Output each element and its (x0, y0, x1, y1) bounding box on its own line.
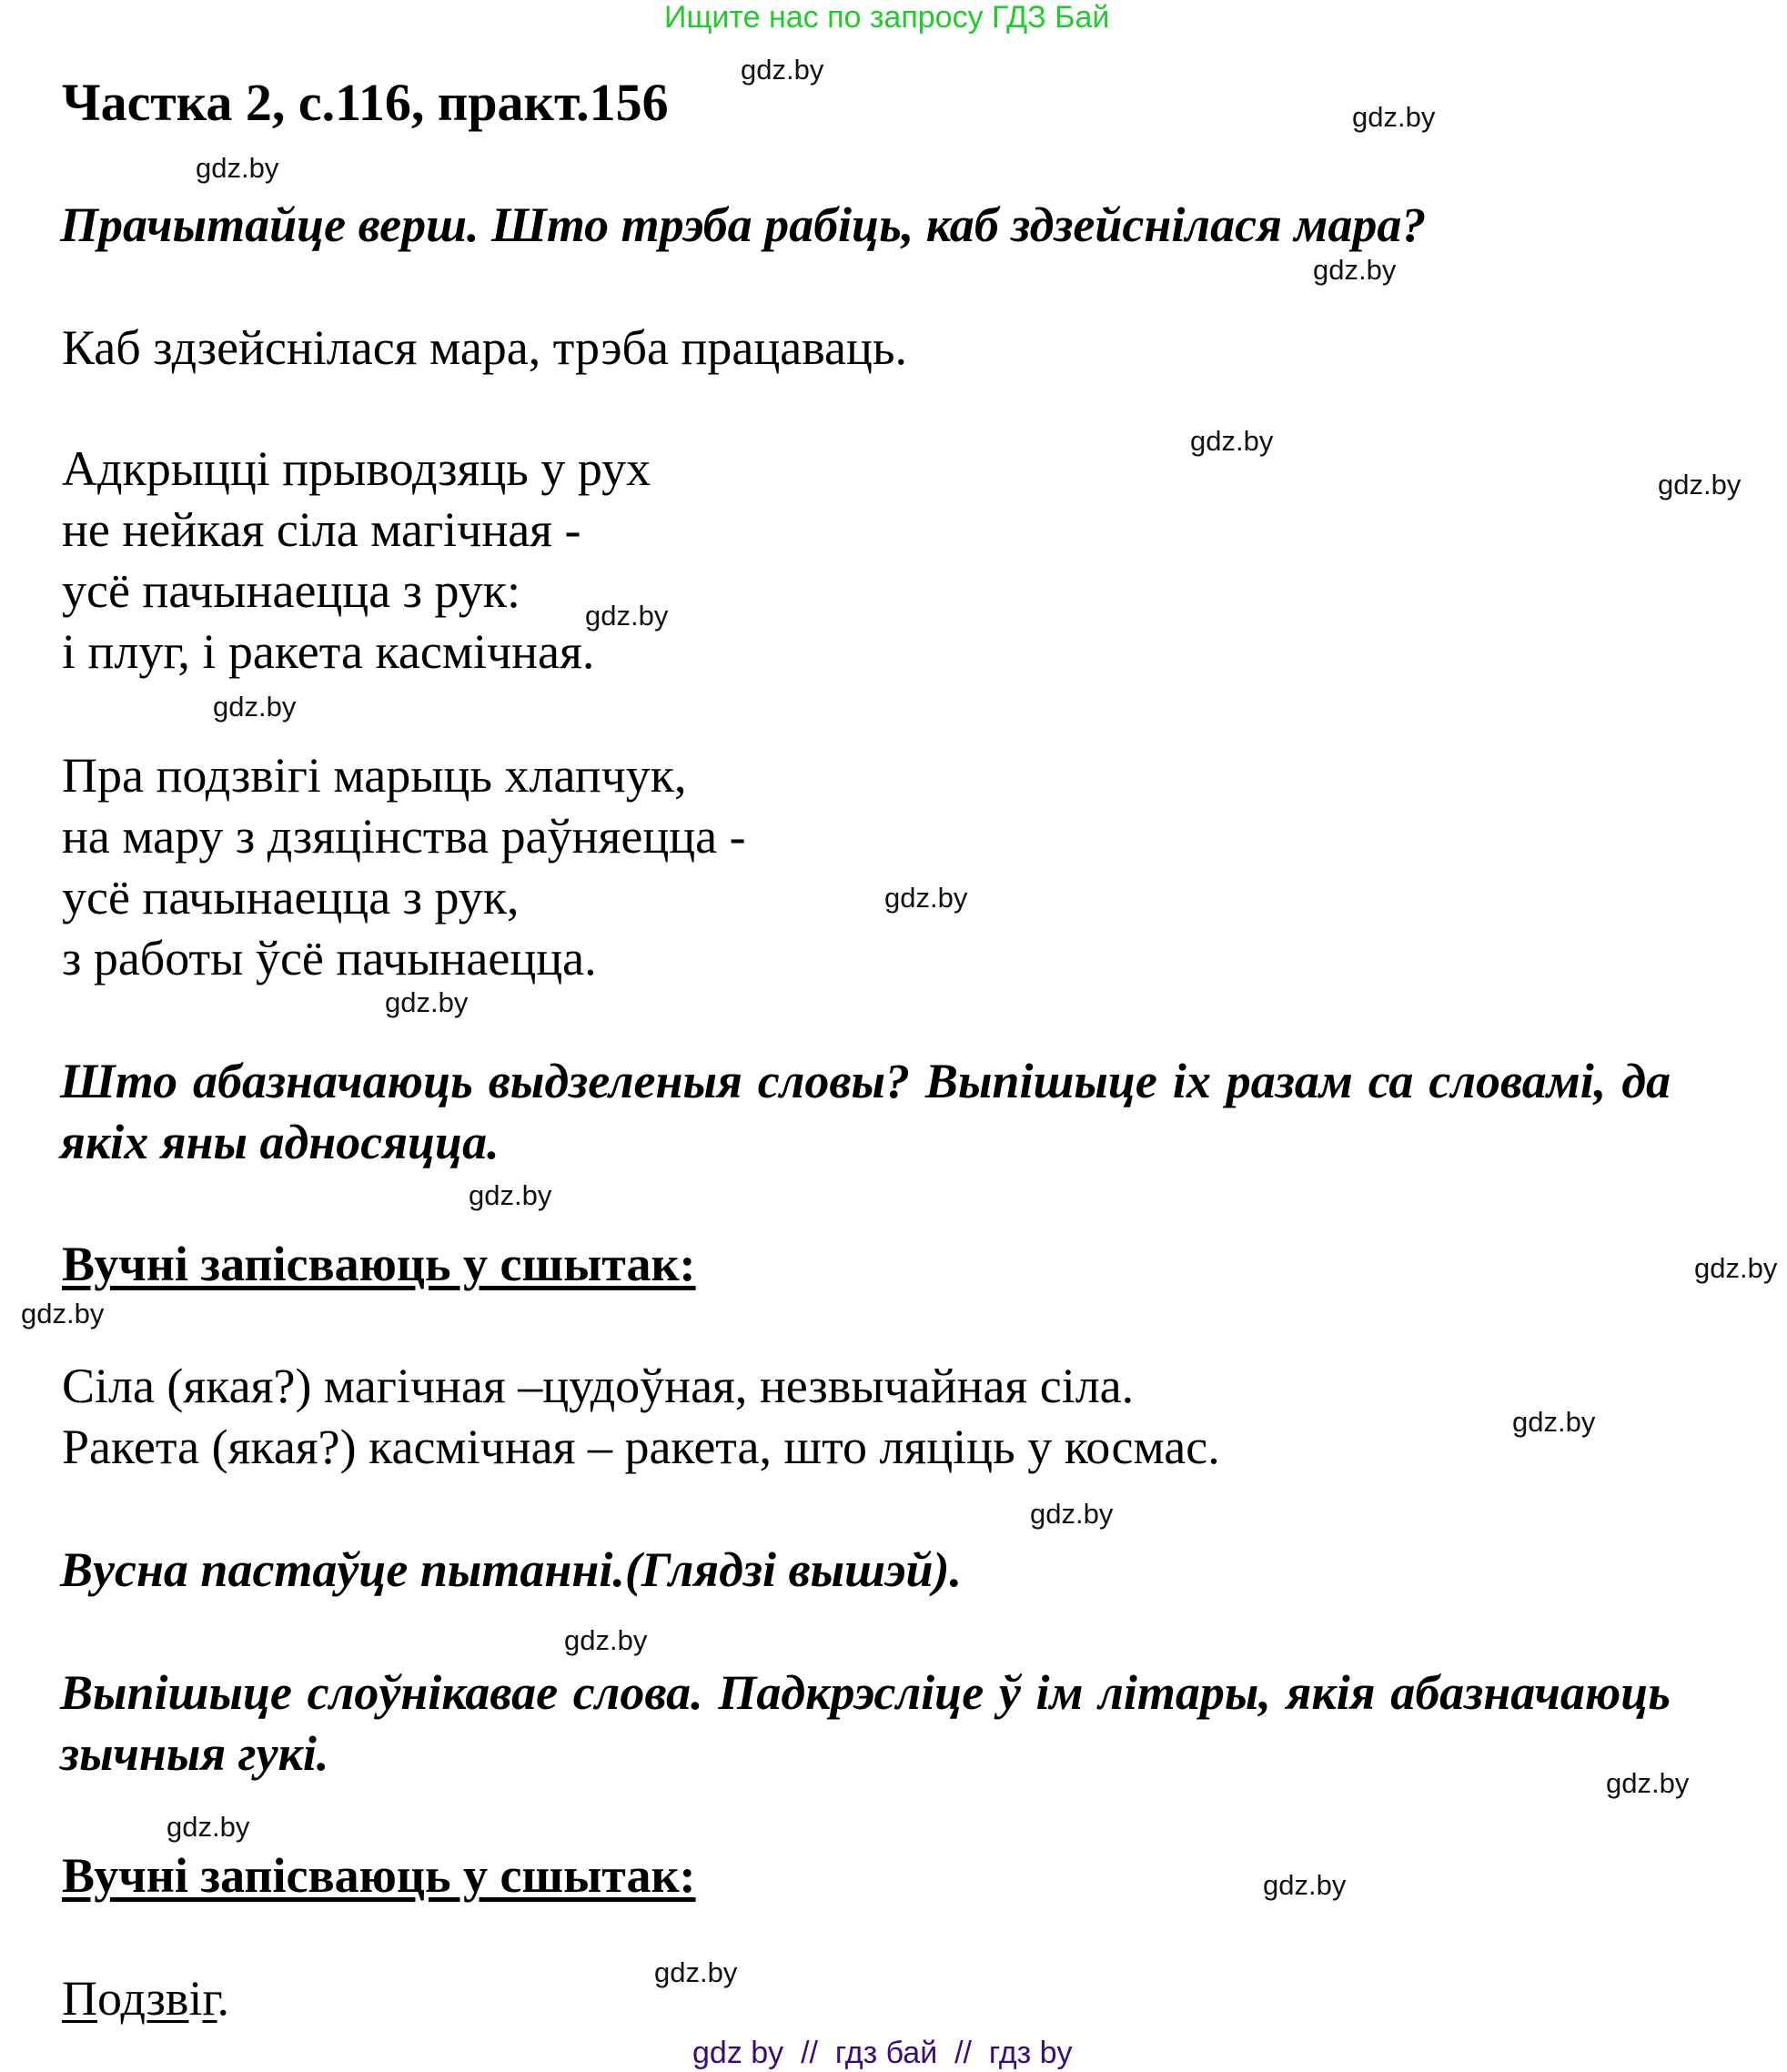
watermark: gdz.by (1313, 254, 1397, 286)
task-1-prompt: Прачытайце верш. Што трэба рабіць, каб здзейснілася мара? (60, 197, 1427, 252)
watermark: gdz.by (585, 600, 669, 632)
watermark: gdz.by (1606, 1767, 1690, 1799)
poem-stanza-2 (62, 745, 746, 989)
answer-1: Каб здзейснілася мара, трэба працаваць. (62, 320, 907, 375)
search-banner: Ищите нас по запросу ГДЗ Бай (664, 0, 1110, 35)
page-title: Частка 2, с.116, практ.156 (62, 73, 669, 132)
watermark: gdz.by (196, 152, 279, 184)
vowel-letter: о (97, 1971, 121, 2026)
poem-line: Адкрыцці прыводзяць у рух (62, 441, 651, 496)
watermark: gdz.by (469, 1179, 552, 1211)
poem-stanza-1 (62, 439, 651, 682)
poem-line: і плуг, і ракета касмічная. (62, 624, 595, 679)
watermark: gdz.by (884, 882, 968, 914)
watermark: gdz.by (385, 986, 469, 1018)
watermark: gdz.by (167, 1811, 250, 1843)
poem-line: на мару з дзяцінства раўняецца - (62, 809, 746, 864)
watermark: gdz.by (1030, 1498, 1114, 1530)
task-4-prompt: Выпішыце слоўнікавае слова. Падкрэсліце ў ім літары, якія абазначаюць зычныя гукі. (60, 1665, 1671, 1781)
watermark: gdz.by (1694, 1252, 1778, 1284)
watermark: gdz.by (1352, 101, 1436, 133)
period: . (217, 1971, 229, 2026)
task-3-prompt: Вусна пастаўце пытанні.(Глядзі вышэй). (60, 1542, 962, 1597)
poem-line: Пра подзвігі марыць хлапчук, (62, 748, 687, 803)
watermark: gdz.by (21, 1298, 105, 1329)
task-2-prompt: Што абазначаюць выдзеленыя словы? Выпішыце іх разам са словамі, да якіх яны адносяцца. (60, 1054, 1671, 1169)
watermark: gdz.by (564, 1624, 648, 1656)
answer-3-word (62, 1968, 229, 2029)
consonant-letter: П (62, 1971, 97, 2026)
watermark: gdz.by (1190, 425, 1274, 457)
notebook-heading-2: Вучні запісваюць у сшытак: (62, 1848, 696, 1903)
notebook-heading-1: Вучні запісваюць у сшытак: (62, 1237, 696, 1291)
poem-line: усё пачынаецца з рук: (62, 563, 521, 618)
poem-line: усё пачынаецца з рук, (62, 870, 520, 925)
answer-line: Ракета (якая?) касмічная – ракета, што ляціць у космас. (62, 1420, 1220, 1474)
watermark: gdz.by (1512, 1406, 1596, 1438)
watermark: gdz.by (1658, 469, 1742, 500)
vowel-letter: і (188, 1971, 203, 2026)
poem-line: з работы ўсё пачынаецца. (62, 931, 597, 985)
answer-2 (62, 1356, 1220, 1478)
consonant-letters: дзв (120, 1971, 189, 2026)
watermark: gdz.by (1263, 1869, 1347, 1901)
consonant-letter: г (202, 1971, 217, 2026)
watermark: gdz.by (213, 691, 297, 723)
answer-line: Сіла (якая?) магічная –цудоўная, незвычайная сіла. (62, 1359, 1135, 1413)
watermark: gdz.by (741, 54, 824, 86)
footer-links: gdz by // гдз бай // гдз by (692, 2036, 1073, 2070)
poem-line: не нейкая сіла магічная - (62, 502, 581, 557)
watermark: gdz.by (654, 1956, 738, 1988)
